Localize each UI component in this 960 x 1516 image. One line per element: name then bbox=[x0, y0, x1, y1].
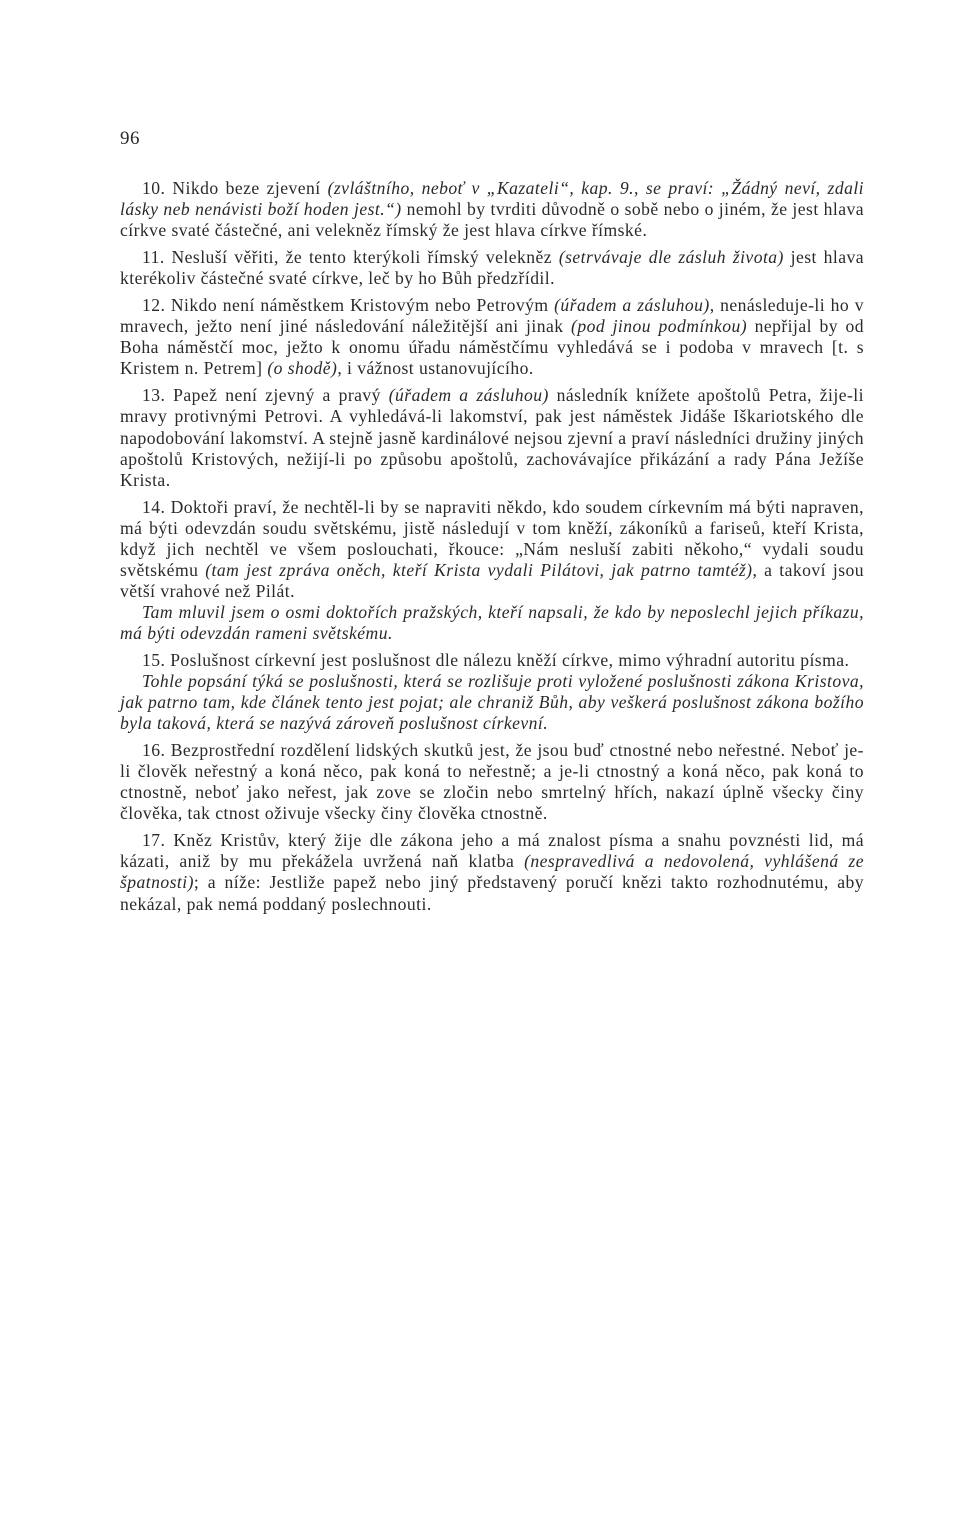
body-text: , a takoví jsou větší vrahové než Pilát. bbox=[120, 559, 864, 601]
italic-text: Tam mluvil jsem o osmi doktořích pražských, kteří napsali, že kdo by neposlechl jejich příkazu, má býti odevzdán rameni světskému. bbox=[120, 601, 864, 643]
article-paragraph bbox=[120, 178, 864, 241]
body-text: 17. Kněz Kristův, který žije dle zákona jeho a má znalost písma a snahu povznésti lid, má kázati, aniž by mu překážela uvržená naň klatba bbox=[120, 830, 864, 872]
body-text: 14. Doktoři praví, že nechtěl-li by se napraviti někdo, kdo soudem církevním má býti napraven, má býti odevzdán soudu světskému, jistě následují v tom kněží, zákoníků a fariseů, kteří Krista, když jich nechtěl ve všem poslouchati, řkouce: „Nám nesluší zabiti někoho,“ vydali soudu světskému bbox=[120, 496, 864, 580]
page-number: 96 bbox=[120, 128, 140, 149]
italic-text: (tam jest zpráva oněch, kteří Krista vydali Pilátovi, jak patrno tamtéž) bbox=[205, 559, 753, 580]
body-text: následník knížete apoštolů Petra, žije-li mravy protivnými Petrovi. A vyhledává-li lakomství, pak jest náměstek Jidáše Iškariotského dle napodobování lakomství. A stejně jasně kardinálové nejsou zjevní a praví následníci družiny jiných apoštolů Kristových, nežijí-li po způsobu apoštolů, zachovávajíce přikázání a rady Pána Ježíše Krista. bbox=[120, 385, 864, 490]
body-text: jest hlava kterékoliv částečné svaté církve, leč by ho Bůh předzřídil. bbox=[120, 247, 864, 289]
italic-text: (zvláštního, neboť v „Kazateli“, kap. 9., se praví: „Žádný neví, zdali lásky neb nenávisti boží hoden jest.“) bbox=[120, 178, 864, 220]
italic-text: Tohle popsání týká se poslušnosti, která se rozlišuje proti vyložené poslušnosti zákona Kristova, jak patrno tam, kde článek tento jest pojat; ale chraniž Bůh, aby veškerá poslušnost zákona božího byla taková, která se nazývá zároveň poslušnost církevní. bbox=[120, 671, 864, 734]
article-paragraph bbox=[120, 247, 864, 289]
italic-text: (o shodě) bbox=[267, 358, 338, 379]
italic-text: (setrvávaje dle zásluh života) bbox=[558, 247, 784, 268]
article-paragraph bbox=[120, 497, 864, 602]
body-text: , i vážnost ustanovujícího. bbox=[337, 358, 534, 379]
body-text: 13. Papež není zjevný a pravý bbox=[142, 385, 389, 406]
body-text: ; a níže: Jestliže papež nebo jiný představený poručí knězi takto rozhodnutému, aby nekázal, pak nemá poddaný poslechnouti. bbox=[120, 872, 864, 914]
body-text: nemohl by tvrditi důvodně o sobě nebo o jiném, že jest hlava církve svaté částečné, ani velekněz římský že jest hlava církve římské. bbox=[120, 199, 864, 241]
article-paragraph bbox=[120, 650, 864, 671]
body-text: 12. Nikdo není náměstkem Kristovým nebo Petrovým bbox=[142, 295, 555, 316]
commentary-paragraph bbox=[120, 671, 864, 734]
italic-text: (pod jinou podmínkou) bbox=[571, 316, 748, 337]
body-text: , nenásleduje-li ho v mravech, ježto není jiné následování náležitější ani jinak bbox=[120, 295, 864, 337]
body-text: 10. Nikdo beze zjevení bbox=[142, 178, 328, 198]
italic-text: (nespravedlivá a nedovolená, vyhlášená ze špatnosti) bbox=[120, 851, 864, 893]
article-paragraph bbox=[120, 740, 864, 824]
italic-text: (úřadem a zásluhou) bbox=[388, 385, 549, 406]
body-text: nepřijal by od Boha náměstčí moc, ježto k onomu úřadu náměstčímu vyhledává se i podoba v mravech [t. s Kristem n. Petrem] bbox=[120, 316, 864, 379]
commentary-paragraph bbox=[120, 602, 864, 644]
article-paragraph bbox=[120, 830, 864, 914]
body-text: 15. Poslušnost církevní jest poslušnost dle nálezu kněží církve, mimo výhradní autoritu písma. bbox=[142, 649, 850, 670]
article-paragraph bbox=[120, 295, 864, 379]
article-paragraph bbox=[120, 385, 864, 490]
text-column bbox=[120, 178, 864, 915]
italic-text: (úřadem a zásluhou) bbox=[554, 295, 710, 316]
body-text: 16. Bezprostřední rozdělení lidských skutků jest, že jsou buď ctnostné nebo neřestné. Neboť je-li člověk neřestný a koná něco, pak koná to neřestně; a je-li ctnostný a koná něco, pak koná to ctnostně, neboť jako neřest, jak zove se zločin nebo smrtelný hřích, nakazí úplně všecky činy člověka, tak ctnost oživuje všecky činy člověka ctnostně. bbox=[120, 740, 864, 824]
body-text: 11. Nesluší věřiti, že tento kterýkoli římský velekněz bbox=[142, 247, 559, 268]
